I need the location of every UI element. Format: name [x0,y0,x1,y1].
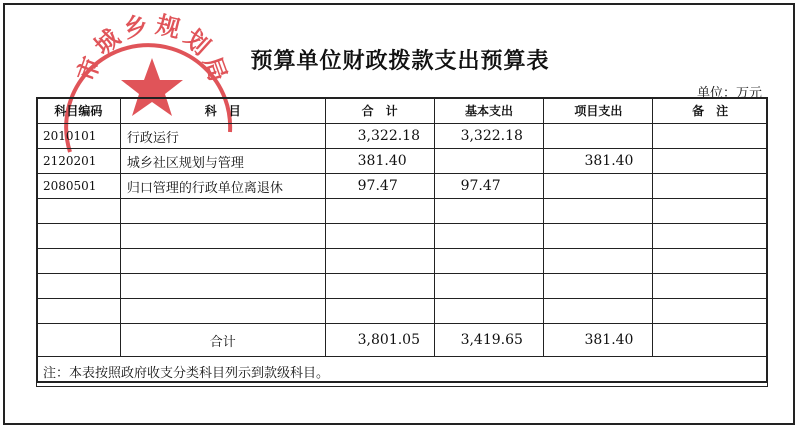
total-basic: 3,419.65 [434,324,544,357]
row-basic [434,224,544,249]
unit-label: 单位：万元 [696,86,762,101]
row-total [325,199,434,224]
row-code [37,199,121,224]
header-subject: 科 目 [120,98,325,124]
budget-table [36,97,768,387]
row-subject [120,274,325,299]
page-title: 预算单位财政拨款支出预算表 [250,49,550,74]
row-basic [434,274,544,299]
table-header-row [37,98,768,124]
table-row [37,124,768,149]
row-total [325,224,434,249]
row-code: 2120201 [37,149,121,174]
row-subject: 归口管理的行政单位离退休 [120,174,325,199]
header-code: 科目编码 [37,98,121,124]
row-basic: 97.47 [434,174,544,199]
total-sum: 3,801.05 [325,324,434,357]
row-total [325,249,434,274]
row-remark [653,249,768,274]
row-subject [120,224,325,249]
row-remark [653,149,768,174]
header-project: 项目支出 [544,98,653,124]
row-project [544,124,653,149]
total-row [37,324,768,357]
seal-character: 乡 [120,10,151,44]
table-row [37,174,768,199]
total-code-cell [37,324,121,357]
table-row [37,224,768,249]
row-basic: 3,322.18 [434,124,544,149]
row-project: 381.40 [544,149,653,174]
row-remark [653,224,768,249]
total-label: 合计 [120,324,325,357]
row-project [544,224,653,249]
seal-character: 规 [153,10,184,44]
row-remark [653,174,768,199]
table-row [37,299,768,324]
row-code: 2080501 [37,174,121,199]
row-total: 3,322.18 [325,124,434,149]
row-subject: 行政运行 [120,124,325,149]
table-row [37,249,768,274]
row-basic [434,149,544,174]
row-basic [434,199,544,224]
seal-character: 市 [71,52,107,86]
row-total: 381.40 [325,149,434,174]
row-total [325,299,434,324]
seal-character: 局 [197,52,233,86]
row-project [544,199,653,224]
row-basic [434,299,544,324]
row-remark [653,199,768,224]
table-row [37,274,768,299]
table-row [37,149,768,174]
row-project [544,274,653,299]
row-subject [120,299,325,324]
row-code [37,299,121,324]
row-remark [653,299,768,324]
total-project: 381.40 [544,324,653,357]
seal-character: 城 [88,23,126,61]
row-code: 2010101 [37,124,121,149]
table-row [37,199,768,224]
total-remark [653,324,768,357]
table-note: 注：本表按照政府收支分类科目列示到款级科目。 [37,357,768,387]
row-total [325,274,434,299]
header-basic: 基本支出 [434,98,544,124]
row-code [37,274,121,299]
row-remark [653,274,768,299]
row-project [544,249,653,274]
row-subject [120,199,325,224]
row-subject [120,249,325,274]
header-total: 合 计 [325,98,434,124]
row-code [37,249,121,274]
note-row [37,357,768,387]
row-project [544,174,653,199]
row-basic [434,249,544,274]
row-total: 97.47 [325,174,434,199]
seal-character: 划 [178,23,216,61]
row-code [37,224,121,249]
row-remark [653,124,768,149]
header-remark: 备 注 [653,98,768,124]
row-subject: 城乡社区规划与管理 [120,149,325,174]
row-project [544,299,653,324]
